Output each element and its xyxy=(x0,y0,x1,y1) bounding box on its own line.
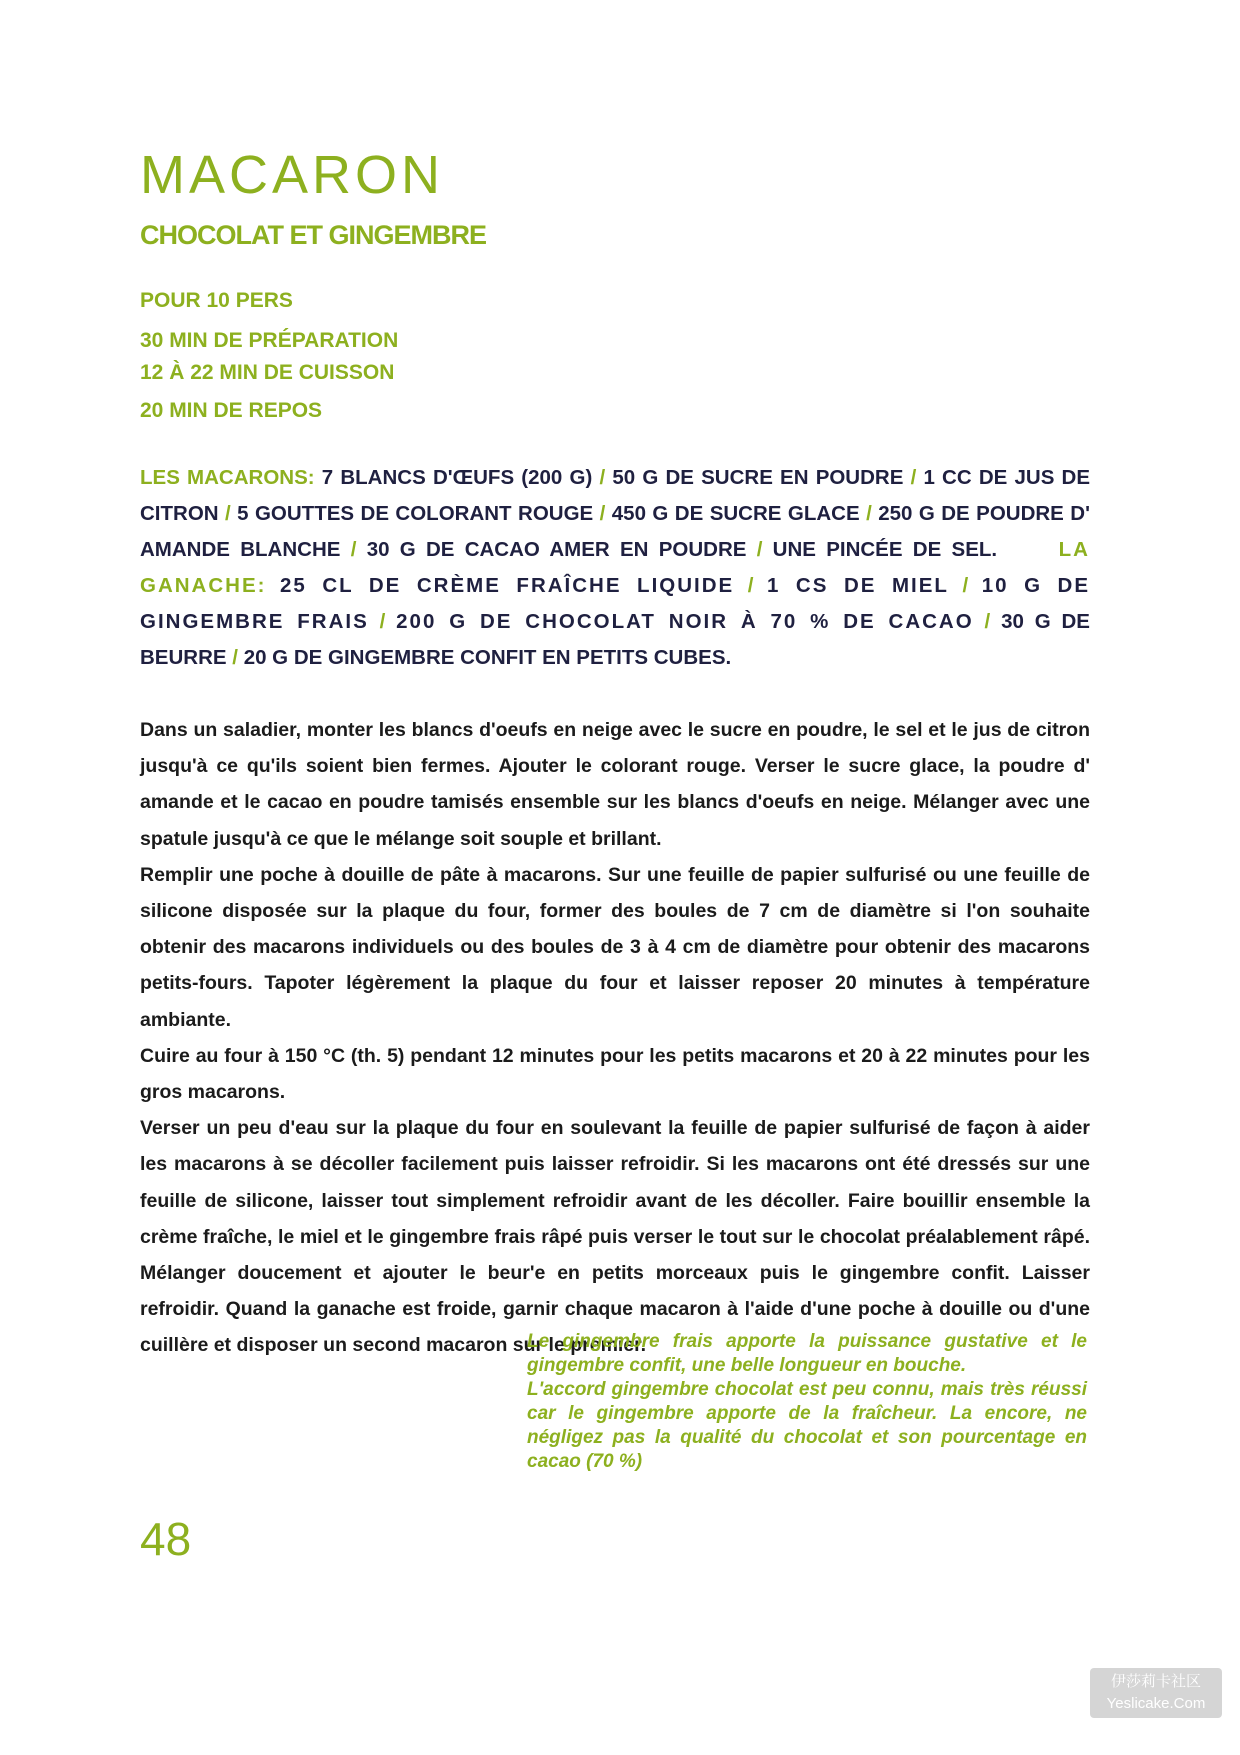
ingredient-separator: / xyxy=(379,610,386,633)
instruction-paragraph: Dans un saladier, monter les blancs d'oeufs en neige avec le sucre en poudre, le sel et le jus de citron jusqu'à ce qu'ils soient bien fermes. Ajouter le colorant rouge. Verser le sucre glace, la poudre d' amande et le cacao en poudre tamisés ensemble sur les blancs d'oeufs en neige. Mélanger avec une spatule jusqu'à ce que le mélange soit souple et brillant. xyxy=(140,719,1090,850)
ingredient-item: UNE PINCÉE DE SEL. xyxy=(772,538,998,561)
ingredient-item: 5 GOUTTES DE COLORANT ROUGE xyxy=(237,502,594,525)
ingredient-separator: / xyxy=(599,466,606,489)
ingredient-item: 50 G DE SUCRE EN POUDRE xyxy=(612,466,904,489)
instruction-paragraph: Remplir une poche à douille de pâte à macarons. Sur une feuille de papier sulfurisé ou une feuille de silicone disposée sur la plaque du four, former des boules de 7 cm de diamètre si l'on souhaite obtenir des macarons individuels ou des boules de 3 à 4 cm de diamètre pour obtenir des macarons petits-fours. Tapoter légèrement la plaque du four et laisser reposer 20 minutes à température ambiante. xyxy=(140,863,1090,1031)
ingredient-item: 1 CC DE JUS DE CITRON xyxy=(140,466,1091,525)
watermark-line: 伊莎莉卡社区 xyxy=(1110,1673,1201,1690)
ingredient-item: 7 BLANCS D'ŒUFS (200 G) xyxy=(321,466,593,489)
ingredient-separator: / xyxy=(962,574,969,597)
rest-time-label: 20 MIN DE REPOS xyxy=(140,399,323,422)
ingredient-separator: / xyxy=(756,538,763,561)
ingredient-item: 25 CL DE CRÈME FRAÎCHE LIQUIDE xyxy=(280,574,735,597)
ingredient-item: 200 G DE CHOCOLAT NOIR À 70 % DE CACAO xyxy=(396,610,974,633)
ingredients-block xyxy=(140,460,1090,676)
ingredient-item: 250 G DE POUDRE D' AMANDE BLANCHE xyxy=(140,502,1090,561)
ingredient-item: 1 CS DE MIEL xyxy=(767,574,949,597)
ingredient-item: 20 G DE GINGEMBRE CONFIT EN PETITS CUBES. xyxy=(243,646,732,669)
instruction-paragraph: Verser un peu d'eau sur la plaque du four en soulevant la feuille de papier sulfurisé de façon à aider les macarons à se décoller facilement puis laisser refroidir. Si les macarons ont été dressés sur une feuille de silicone, laisser tout simplement refroidir avant de les décoller. Faire bouillir ensemble la crème fraîche, le miel et le gingembre frais râpé puis verser le tout sur le chocolat préalablement râpé. Mélanger doucement et ajouter le beur'e en petits morceaux puis le gingembre confit. Laisser refroidir. Quand la ganache est froide, garnir chaque macaron à l'aide d'une poche à douille ou d'une cuillère et disposer un second macaron sur le premier. xyxy=(140,1117,1090,1357)
ingredient-separator: / xyxy=(910,466,917,489)
cook-time-label: 12 À 22 MIN DE CUISSON xyxy=(140,361,395,384)
ingredient-item: 10 G DE GINGEMBRE FRAIS xyxy=(140,574,1091,633)
ingredient-separator: / xyxy=(232,646,238,669)
recipe-subtitle: CHOCOLAT ET GINGEMBRE xyxy=(140,220,486,250)
instructions-block xyxy=(140,712,1090,1364)
ingredient-separator: / xyxy=(599,502,606,525)
instruction-paragraph: Cuire au four à 150 °C (th. 5) pendant 12 minutes pour les petits macarons et 20 à 22 minutes pour les gros macarons. xyxy=(140,1044,1090,1104)
ingredient-separator: / xyxy=(225,502,231,525)
watermark-line: Yeslicake.Com xyxy=(1106,1695,1206,1712)
ingredient-separator: / xyxy=(747,574,754,597)
ingredient-separator: / xyxy=(350,538,357,561)
servings-label: POUR 10 PERS xyxy=(140,289,293,312)
prep-time-label: 30 MIN DE PRÉPARATION xyxy=(140,329,399,352)
ingredient-separator: / xyxy=(984,610,991,633)
site-watermark xyxy=(1090,1668,1222,1718)
macarons-label: LES MACARONS: xyxy=(140,466,315,489)
recipe-title: MACARON xyxy=(140,145,445,205)
ingredient-separator: / xyxy=(866,502,872,525)
ganache-label: LA GANACHE: xyxy=(140,538,1090,597)
ingredient-item: 30 G DE BEURRE xyxy=(140,610,1090,669)
ingredient-item: 30 G DE CACAO AMER EN POUDRE xyxy=(366,538,747,561)
chef-note xyxy=(527,1330,1087,1474)
note-paragraph: Le gingembre frais apporte la puissance gustative et le gingembre confit, une belle longueur en bouche. xyxy=(527,1331,1087,1376)
page-number: 48 xyxy=(140,1513,192,1565)
note-paragraph: L'accord gingembre chocolat est peu connu, mais très réussi car le gingembre apporte de la fraîcheur. La encore, ne négligez pas la qualité du chocolat et son pourcentage en cacao (70 %) xyxy=(527,1379,1087,1472)
ingredient-item: 450 G DE SUCRE GLACE xyxy=(611,502,860,525)
